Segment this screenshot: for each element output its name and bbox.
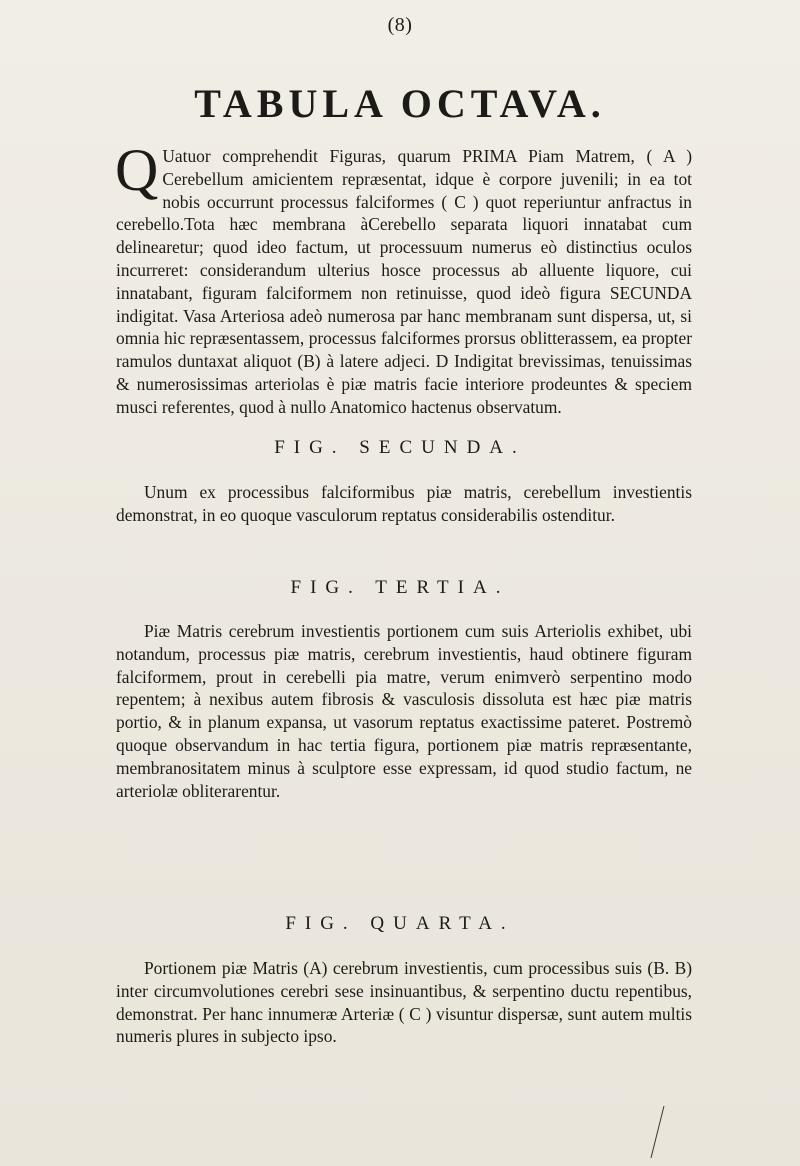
page-number: (8) [387,14,413,36]
pencil-mark [648,1104,668,1160]
section-fig-quarta [116,957,692,1048]
section-fig-secunda [116,481,692,527]
intro-paragraph [115,137,692,419]
heading-fig-tertia: FIG. TERTIA. [290,577,510,598]
heading-fig-quarta: FIG. QUARTA. [285,913,515,934]
intro-text: Uatuor comprehendit Figuras, quarum PRIMA Piam Matrem, ( A ) Cerebellum amicientem repræsentat, idque è corpore juvenili; in ea tot nobis occurrunt processus falciformes ( C ) quot reperiuntur anfractus in cerebello.Tota hæc membrana àCerebello separata liquori innatabat cum delinearetur; quod ideo factum, ut processuum numerus eò distinctius oculos incurreret: considerandum ulterius hosce processus ab alluente liquore, cui innatabant, figuram falciformem non retinuisse, quod ideò figura SECUNDA indigitat. Vasa Arteriosa adeò numerosa par hanc membranam sunt dispersa, ut, si omnia hic repræsentassem, processus falciformes prorsus oblitterassem, ea propter ramulos duntaxat aliquot (B) à latere adjeci. D Indigitat brevissimas, tenuissimas & numerosissimas arteriolas è piæ matris facie interiore prodeuntes & speciem musci referentes, quod à nullo Anatomico hactenus observatum. [116,146,692,417]
drop-cap-letter: Q [115,137,159,203]
heading-fig-secunda: FIG. SECUNDA. [274,437,526,458]
section-text: Portionem piæ Matris (A) cerebrum investientis, cum processibus suis (B. B) inter circumvolutiones cerebri sese insinuantibus, & serpentino ductu repentibus, demonstrat. Per hanc innumeræ Arteriæ ( C ) visuntur dispersæ, sunt autem multis numeris plures in subjecto ipso. [116,958,692,1047]
intro-paragraph-block [115,137,692,419]
section-fig-tertia [116,620,692,802]
section-text: Piæ Matris cerebrum investientis portionem cum suis Arteriolis exhibet, ubi notandum, processus piæ matris, cerebrum investientis, haud obtinere figuram falciformem, prout in cerebelli pia matre, verum enimverò serpentino modo repentem; à nexibus autem fibrosis & vasculosis dissoluta est hæc piæ matris portio, & in planum expansa, ut vasorum reptatus exactissime pateret. Postremò quoque observandum in hac tertia figura, portionem piæ matris repræsentante, membranositatem minus à sculptore esse expressam, id quod studio factum, ne arteriolæ obliterarentur. [116,621,692,801]
section-text: Unum ex processibus falciformibus piæ matris, cerebellum investientis demonstrat, in eo quoque vasculorum reptatus considerabilis ostenditur. [116,482,692,525]
page-title: TABULA OCTAVA. [194,81,606,126]
